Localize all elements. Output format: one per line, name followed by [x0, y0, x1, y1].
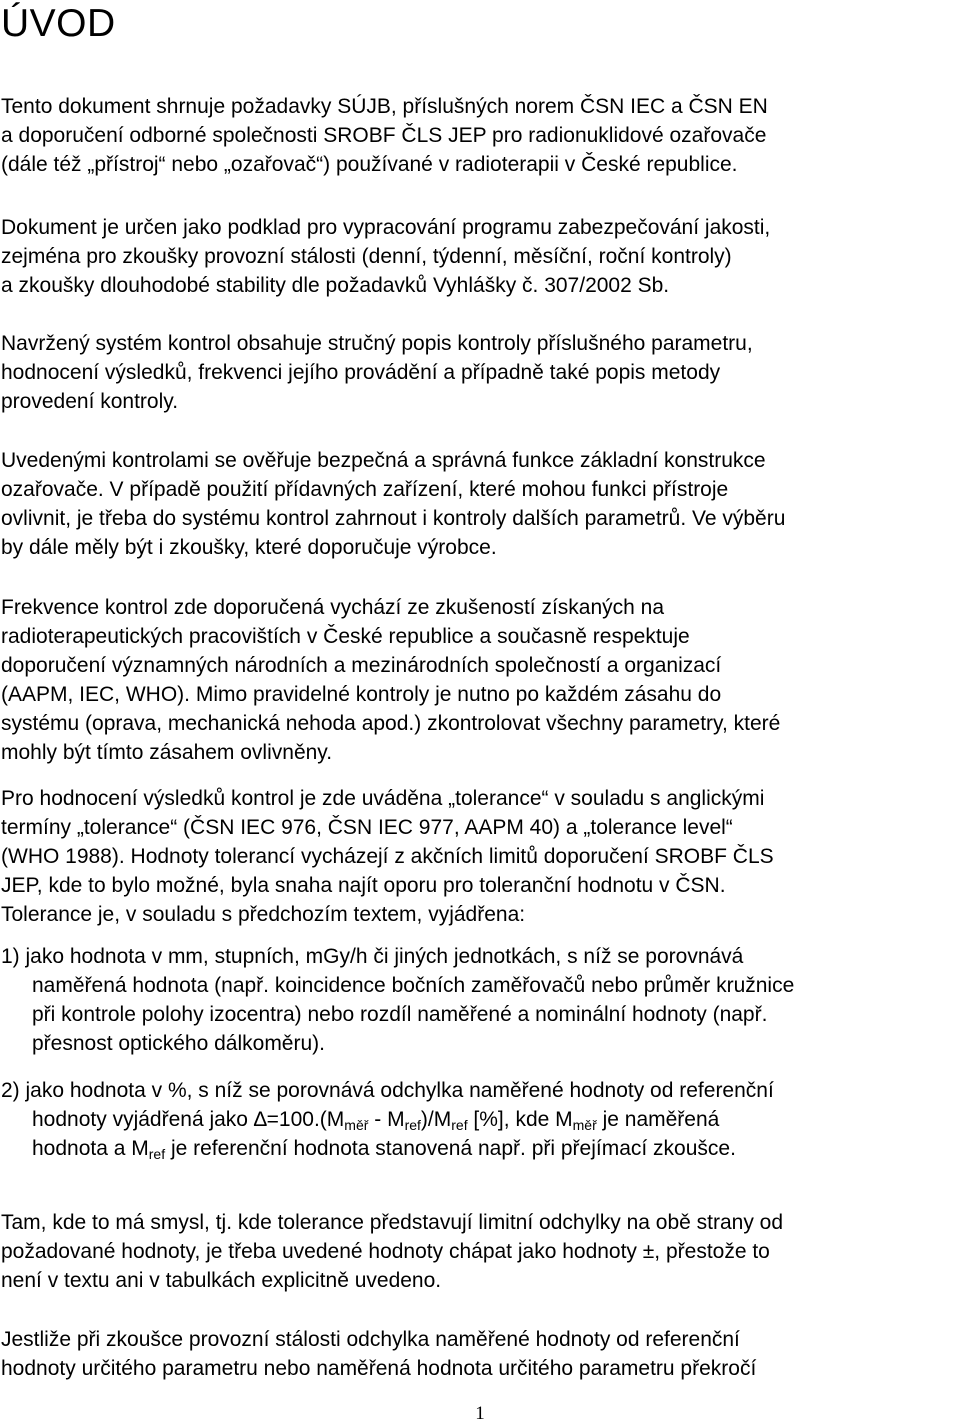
text-line: 1) jako hodnota v mm, stupních, mGy/h či jiných jednotkách, s níž se porovnává: [1, 945, 744, 968]
page-number: 1: [475, 1403, 485, 1424]
subscript: měř: [344, 1117, 369, 1133]
text-run: hodnota a M: [32, 1137, 149, 1160]
text-line: při kontrole polohy izocentra) nebo rozdíl naměřené a nominální hodnoty (např.: [32, 1003, 768, 1026]
paragraph-intro: [1, 92, 959, 179]
text-line: 2) jako hodnota v %, s níž se porovnává odchylka naměřené hodnoty od referenční: [1, 1079, 774, 1102]
text-line: Uvedenými kontrolami se ověřuje bezpečná a správná funkce základní konstrukce: [1, 449, 766, 472]
paragraph-frequency: [1, 593, 959, 767]
text-line: Pro hodnocení výsledků kontrol je zde uváděna „tolerance“ v souladu s anglickými: [1, 787, 765, 810]
paragraph-controls: [1, 446, 959, 562]
page-title: ÚVOD: [1, 2, 116, 45]
text-run: [%], kde M: [467, 1108, 573, 1131]
text-line: Dokument je určen jako podklad pro vypracování programu zabezpečování jakosti,: [1, 216, 771, 239]
text-line: Tento dokument shrnuje požadavky SÚJB, příslušných norem ČSN IEC a ČSN EN: [1, 95, 768, 118]
text-line: by dále měly být i zkoušky, které doporučuje výrobce.: [1, 536, 497, 559]
text-run: =100.(M: [266, 1108, 345, 1131]
text-run: )/M: [420, 1108, 452, 1131]
text-line: radioterapeutických pracovištích v České republice a současně respektuje: [1, 625, 690, 648]
subscript: měř: [572, 1117, 597, 1133]
text-line: Tolerance je, v souladu s předchozím textem, vyjádřena:: [1, 903, 526, 926]
text-line: [1, 1134, 959, 1163]
delta-symbol: ∆: [253, 1108, 267, 1131]
text-run: - M: [368, 1108, 405, 1131]
text-line: (dále též „přístroj“ nebo „ozařovač“) používané v radioterapii v České republice.: [1, 153, 738, 176]
paragraph-deviation: [1, 1325, 959, 1383]
text-line: systému (oprava, mechanická nehoda apod.) zkontrolovat všechny parametry, které: [1, 712, 781, 735]
text-line: zejména pro zkoušky provozní stálosti (denní, týdenní, měsíční, roční kontroly): [1, 245, 732, 268]
text-line: a zkoušky dlouhodobé stability dle požadavků Vyhlášky č. 307/2002 Sb.: [1, 274, 670, 297]
text-line: mohly být tímto zásahem ovlivněny.: [1, 741, 333, 764]
text-line: (AAPM, IEC, WHO). Mimo pravidelné kontroly je nutno po každém zásahu do: [1, 683, 722, 706]
text-line: přesnost optického dálkoměru).: [32, 1032, 325, 1055]
subscript: ref: [451, 1117, 468, 1133]
text-line: požadované hodnoty, je třeba uvedené hodnoty chápat jako hodnoty ±, přestože to: [1, 1240, 770, 1263]
text-line: hodnoty určitého parametru nebo naměřená hodnota určitého parametru překročí: [1, 1357, 757, 1380]
formula-line: [1, 1105, 959, 1134]
text-line: termíny „tolerance“ (ČSN IEC 976, ČSN IEC 977, AAPM 40) a „tolerance level“: [1, 816, 733, 839]
text-run: je referenční hodnota stanovená např. při přejímací zkoušce.: [165, 1137, 736, 1160]
text-line: Tam, kde to má smysl, tj. kde tolerance představují limitní odchylky na obě strany od: [1, 1211, 784, 1234]
paragraph-system: [1, 329, 959, 416]
text-line: ovlivnit, je třeba do systému kontrol zahrnout i kontroly dalších parametrů. Ve výběru: [1, 507, 786, 530]
subscript: ref: [404, 1117, 421, 1133]
subscript: ref: [148, 1146, 166, 1162]
text-run: je naměřená: [596, 1108, 720, 1131]
text-line: JEP, kde to bylo možné, byla snaha najít oporu pro toleranční hodnotu v ČSN.: [1, 874, 726, 897]
text-line: Navržený systém kontrol obsahuje stručný popis kontroly příslušného parametru,: [1, 332, 753, 355]
text-line: hodnocení výsledků, frekvenci jejího provádění a případně také popis metody: [1, 361, 721, 384]
text-line: ozařovače. V případě použití přídavných zařízení, které mohou funkci přístroje: [1, 478, 729, 501]
text-line: (WHO 1988). Hodnoty tolerancí vycházejí z akčních limitů doporučení SROBF ČLS: [1, 845, 774, 868]
text-line: provedení kontroly.: [1, 390, 179, 413]
text-line: Jestliže při zkoušce provozní stálosti odchylka naměřené hodnoty od referenční: [1, 1328, 740, 1351]
list-item-1: [1, 942, 959, 1058]
paragraph-plus-minus: [1, 1208, 959, 1295]
list-item-2: [1, 1076, 959, 1163]
text-line: doporučení významných národních a mezinárodních společností a organizací: [1, 654, 722, 677]
text-line: Frekvence kontrol zde doporučená vychází ze zkušeností získaných na: [1, 596, 665, 619]
text-line: a doporučení odborné společnosti SROBF ČLS JEP pro radionuklidové ozařovače: [1, 124, 767, 147]
text-run: hodnoty vyjádřená jako: [32, 1108, 254, 1131]
paragraph-tolerance: [1, 784, 959, 929]
paragraph-purpose: [1, 213, 959, 300]
text-line: naměřená hodnota (např. koincidence bočních zaměřovačů nebo průměr kružnice: [32, 974, 795, 997]
text-line: není v textu ani v tabulkách explicitně uvedeno.: [1, 1269, 442, 1292]
